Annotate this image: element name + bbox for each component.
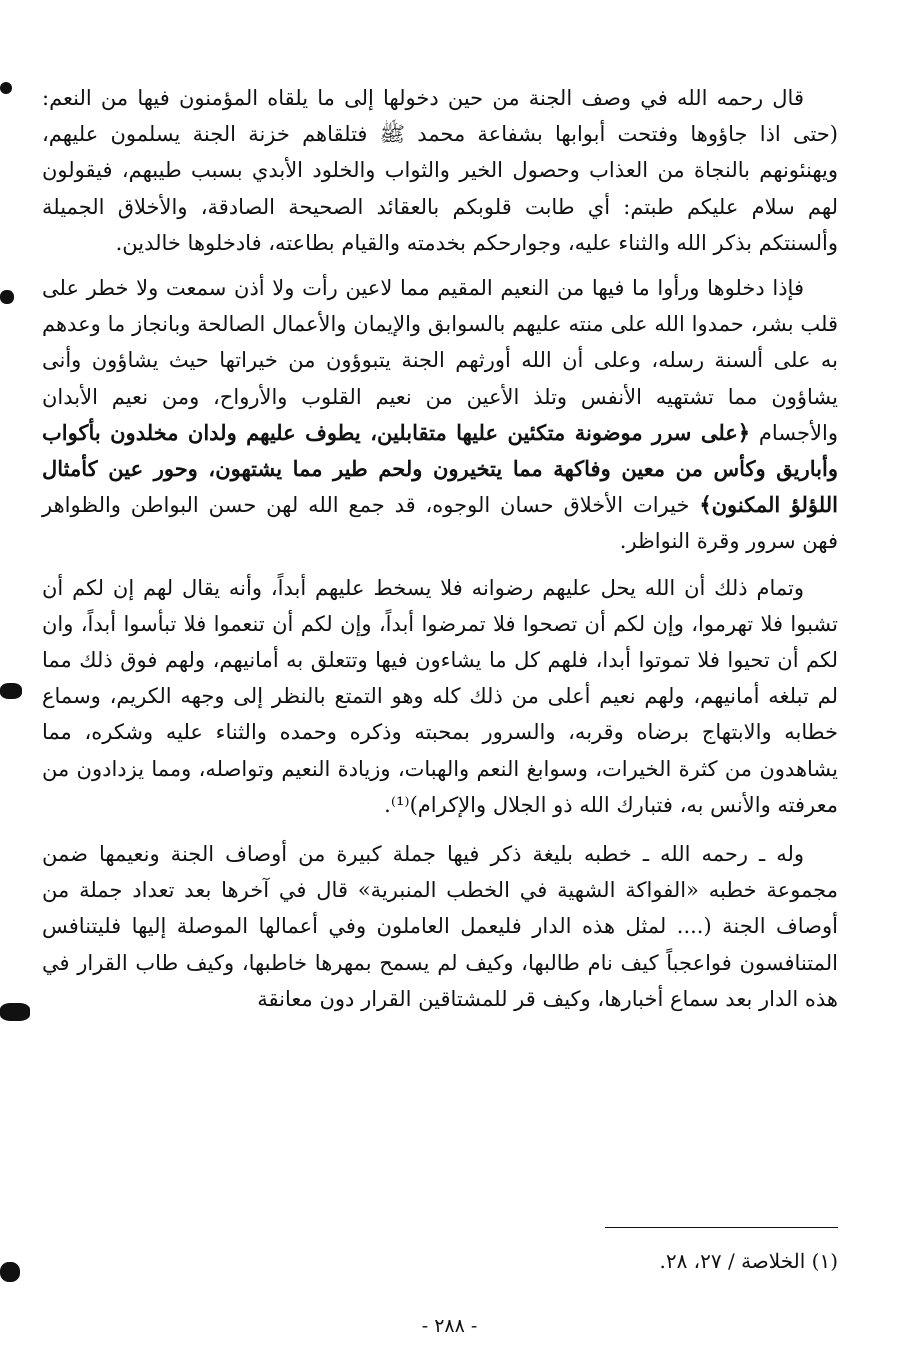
scan-edge-mark [0,290,14,304]
scan-edge-mark [0,1262,20,1282]
body-text [42,80,838,1017]
paragraph-2-end: خيرات الأخلاق حسان الوجوه، قد جمع الله لهن حسن البواطن والظواهر فهن سرور وقرة النواظر. [42,493,838,554]
footnote-divider [605,1227,838,1228]
footnote: (١) الخلاصة / ٢٧، ٢٨. [659,1249,838,1273]
paragraph-1: قال رحمه الله في وصف الجنة من حين دخولها إلى ما يلقاه المؤمنون فيها من النعم: (حتى اذا جاؤوها وفتحت أبوابها بشفاعة محمد ﷺ فتلقاهم خزنة الجنة يسلمون عليهم، ويهنئونهم بالنجاة من العذاب وحصول الخير والثواب والخلود الأبدي بسبب طيبهم، فيقولون لهم سلام عليكم طبتم: أي طابت قلوبكم بالعقائد الصحيحة الصادقة، والأخلاق الجميلة وألسنتكم بذكر الله والثناء عليه، وجوارحكم بخدمته والقيام بطاعته، فادخلوها خالدين. [42,86,838,255]
paragraph-2 [42,270,838,560]
paragraph-2-intro: فإذا دخلوها ورأوا ما فيها من النعيم المقيم مما لاعين رأت ولا أذن سمعت ولا خطر على قلب بشر، حمدوا الله على منته عليهم بالسوابق والإيمان والأعمال الصالحة وبانجاز ما وعدهم به على ألسنة رسله، وعلى أن الله أورثهم الجنة يتبوؤون من خيراتها حيث يشاؤون وأنى يشاؤون مما تشتهيه الأنفس وتلذ الأعين من نعيم القلوب والأرواح، ومن نعيم الأبدان والأجسام [42,276,838,445]
scan-edge-mark [0,683,22,699]
scan-edge-mark [0,82,12,94]
paragraph-4: وله ـ رحمه الله ـ خطبه بليغة ذكر فيها جملة كبيرة من أوصاف الجنة ونعيمها ضمن مجموعة خطبه «الفواكة الشهية في الخطب المنبرية» قال في آخرها بعد تعداد جملة من أوصاف الجنة (.... لمثل هذه الدار فليعمل العاملون وفي أعمالها الموصلة إليها فليتنافس المتنافسون فواعجباً كيف نام طالبها، وكيف لم يسمح بمهرها خاطبها، وكيف طاب القرار في هذه الدار بعد سماع أخبارها، وكيف قر للمشتاقين القرار دون معانقة [42,842,838,1011]
page-number: - ٢٨٨ - [421,1315,478,1337]
quran-quote: ﴿على سرر موضونة متكئين عليها متقابلين، يطوف عليهم ولدان مخلدون بأكواب وأباريق وكأس من معين وفاكهة مما يتخيرون ولحم طير مما يشتهون، وحور عين كأمثال اللؤلؤ المكنون﴾ [42,419,838,518]
scan-edge-mark [0,1003,30,1021]
paragraph-3: وتمام ذلك أن الله يحل عليهم رضوانه فلا يسخط عليهم أبداً، وأنه يقال لهم إن لكم أن تشبوا فلا تهرموا، وإن لكم أن تصحوا فلا تمرضوا أبداً، وإن لكم أن تنعموا فلا تبأسوا أبداً، وان لكم أن تحيوا فلا تموتوا أبدا، فلهم كل ما يشاءون فيها وتتعلق به أمانيهم، ولهم فوق ذلك مما لم تبلغه أمانيهم، ولهم نعيم أعلى من ذلك كله وهو التمتع بالنظر إلى وجهه الكريم، وسماع خطابه والابتهاج برضاه وقربه، والسرور بمحبته وذكره وحمده والثناء عليه وشكره، مما يشاهدون من كثرة الخيرات، وسوابغ النعم والهبات، وزيادة النعيم وتواصله، ومما يزدادون من معرفته والأنس به، فتبارك الله ذو الجلال والإكرام)⁽¹⁾. [42,575,838,817]
